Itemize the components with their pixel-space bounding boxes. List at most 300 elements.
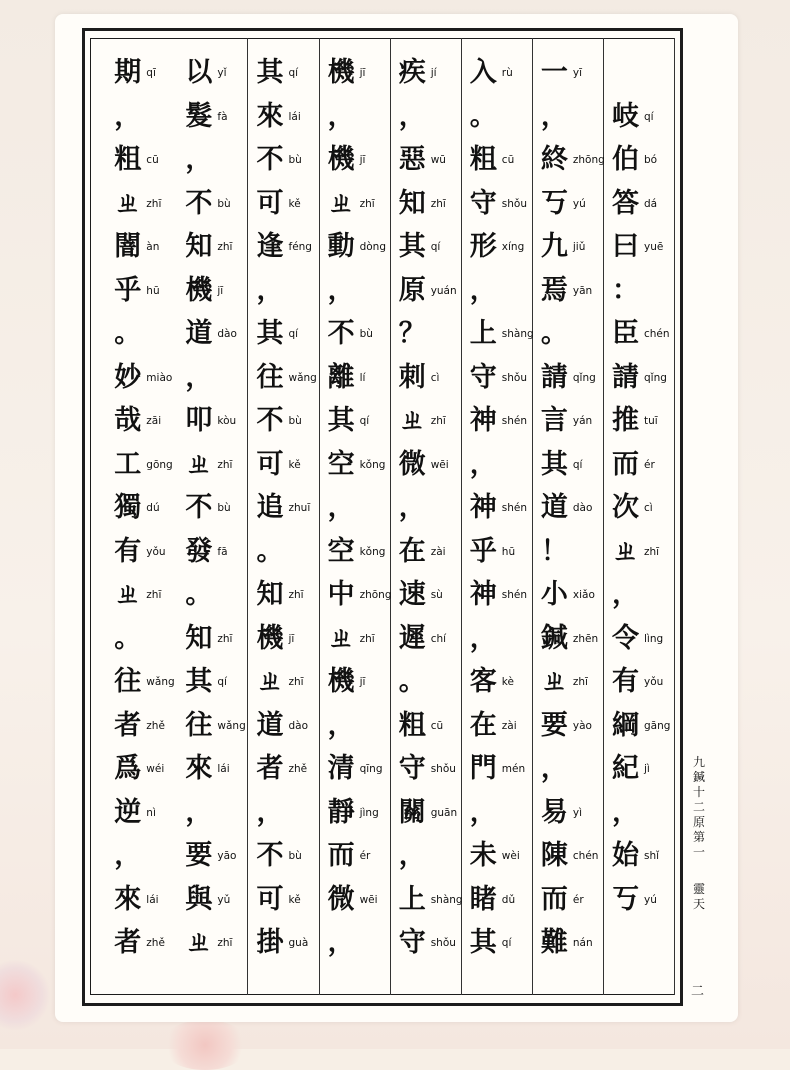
hanzi-char: 其	[327, 405, 355, 436]
hanzi-char: 而	[540, 883, 568, 915]
glyph-cell	[320, 879, 391, 922]
pinyin-label: shǒu	[430, 937, 456, 949]
hanzi-char: 守	[469, 187, 497, 219]
pinyin-label: zāi	[146, 415, 162, 427]
glyph-cell	[177, 879, 248, 922]
hanzi-char: ，	[327, 274, 355, 306]
hanzi-char: 者	[114, 709, 142, 741]
glyph-cell	[533, 139, 604, 182]
glyph-cell	[462, 879, 533, 922]
glyph-cell	[533, 357, 604, 400]
hanzi-char: 其	[398, 231, 426, 262]
pinyin-label: hū	[501, 545, 516, 558]
glyph-cell	[604, 879, 675, 922]
hanzi-char: ，	[327, 100, 355, 132]
hanzi-char: 次	[612, 492, 639, 523]
hanzi-char: 始	[612, 840, 639, 871]
pinyin-label: jiǔ	[572, 241, 586, 253]
glyph-cell	[533, 879, 604, 922]
pinyin-label: zhī	[146, 589, 162, 601]
pinyin-label: lìng	[644, 632, 664, 645]
hanzi-char: 紀	[612, 753, 639, 784]
pinyin-label: bù	[288, 154, 302, 166]
pinyin-label: zài	[430, 545, 446, 558]
pinyin-label: yú	[572, 197, 586, 210]
hanzi-char: ，	[185, 144, 213, 175]
hanzi-char: 中	[327, 579, 355, 610]
glyph-cell	[249, 183, 320, 226]
hanzi-char: 形	[469, 231, 497, 262]
hanzi-char: ，	[327, 492, 355, 523]
glyph-cell	[320, 661, 391, 704]
glyph-cell	[320, 183, 391, 226]
hanzi-char: 有	[612, 666, 639, 697]
pinyin-label: lái	[146, 893, 159, 906]
pinyin-label: qí	[288, 328, 299, 340]
glyph-cell	[249, 879, 320, 922]
glyph-cell	[462, 792, 533, 835]
hanzi-char: 九	[540, 231, 568, 262]
glyph-cell	[391, 879, 462, 922]
glyph-cell	[462, 400, 533, 443]
glyph-cell	[533, 618, 604, 661]
pinyin-label: chén	[572, 850, 599, 862]
glyph-cell	[533, 661, 604, 704]
hanzi-char: 未	[469, 840, 497, 871]
glyph-cell	[462, 748, 533, 791]
hanzi-char: 以	[185, 57, 213, 88]
hanzi-char: 知	[185, 231, 213, 262]
hanzi-char: 刺	[398, 361, 426, 393]
glyph-cell	[462, 96, 533, 139]
hanzi-char: ，	[540, 753, 568, 784]
glyph-cell	[604, 705, 675, 748]
hanzi-char: 終	[540, 144, 568, 175]
glyph-cell	[249, 270, 320, 313]
glyph-cell	[249, 618, 320, 661]
pinyin-label: qí	[288, 67, 299, 79]
pinyin-label: zhēn	[572, 632, 599, 645]
text-column	[533, 38, 604, 995]
hanzi-char: 可	[256, 883, 284, 915]
pinyin-label: guà	[288, 937, 309, 949]
glyph-cell	[391, 400, 462, 443]
glyph-cell	[106, 705, 177, 748]
pinyin-label: yī	[572, 67, 583, 79]
pinyin-label: shàng	[430, 893, 463, 906]
pinyin-label: dá	[644, 197, 658, 210]
hanzi-char: ！	[540, 535, 568, 567]
glyph-cell	[106, 835, 177, 878]
hanzi-char: ㄓ	[612, 535, 639, 567]
hanzi-char: 答	[612, 187, 639, 219]
glyph-cell	[177, 748, 248, 791]
glyph-cell	[604, 270, 675, 313]
hanzi-char: 推	[612, 405, 639, 436]
hanzi-char: 令	[612, 622, 639, 654]
text-column	[106, 38, 177, 995]
hanzi-char: 清	[327, 753, 355, 784]
hanzi-char: 逆	[114, 796, 142, 828]
pinyin-label: sù	[430, 589, 443, 601]
hanzi-char: 知	[185, 622, 213, 654]
pinyin-label: cū	[146, 154, 159, 166]
pinyin-label: chí	[430, 632, 447, 645]
pinyin-label: yǔ	[217, 893, 231, 906]
pinyin-label: cì	[644, 502, 653, 514]
hanzi-char: ，	[398, 840, 426, 871]
glyph-cell	[320, 705, 391, 748]
pinyin-label: kě	[288, 458, 301, 471]
glyph-cell	[249, 444, 320, 487]
pinyin-label: jī	[359, 67, 366, 79]
pinyin-label: fā	[217, 545, 228, 558]
pinyin-label: zhī	[217, 937, 233, 949]
hanzi-char: 道	[185, 318, 213, 349]
glyph-cell	[462, 661, 533, 704]
glyph-cell	[604, 357, 675, 400]
glyph-cell	[177, 96, 248, 139]
hanzi-char: 一	[540, 57, 568, 88]
pinyin-label: nán	[572, 937, 593, 949]
glyph-cell	[391, 835, 462, 878]
pinyin-label: bù	[217, 197, 231, 210]
glyph-cell	[249, 531, 320, 574]
hanzi-char: 疾	[398, 57, 426, 88]
glyph-cell	[320, 792, 391, 835]
pinyin-label: zhī	[146, 197, 162, 210]
pinyin-label: jìng	[359, 806, 379, 819]
hanzi-char: 。	[256, 535, 284, 567]
pinyin-label: zhī	[359, 632, 375, 645]
glyph-cell	[391, 444, 462, 487]
pinyin-label: qīng	[359, 763, 383, 775]
pinyin-label: jī	[359, 154, 366, 166]
hanzi-char: 可	[256, 448, 284, 480]
hanzi-char: 不	[256, 144, 284, 175]
pinyin-label: lái	[217, 763, 230, 775]
hanzi-char: ㄓ	[114, 579, 142, 610]
hanzi-char: 客	[469, 666, 497, 697]
glyph-cell	[604, 400, 675, 443]
glyph-cell	[462, 531, 533, 574]
hanzi-char: 。	[114, 318, 142, 349]
hanzi-char: 乎	[469, 535, 497, 567]
glyph-cell	[249, 313, 320, 356]
glyph-cell	[604, 226, 675, 269]
glyph-cell	[249, 792, 320, 835]
pinyin-label: mén	[501, 763, 526, 775]
pinyin-label: hū	[146, 284, 160, 297]
pinyin-label: wǎng	[288, 371, 317, 384]
glyph-cell	[177, 574, 248, 617]
pinyin-label: gāng	[644, 719, 671, 732]
pinyin-label: shén	[501, 415, 528, 427]
glyph-cell	[320, 357, 391, 400]
hanzi-char: ㄓ	[256, 666, 284, 697]
glyph-cell	[391, 313, 462, 356]
text-column	[462, 38, 533, 995]
hanzi-char: 陳	[540, 840, 568, 871]
section-name	[690, 882, 708, 912]
glyph-cell	[249, 661, 320, 704]
glyph-cell	[249, 574, 320, 617]
hanzi-char: ，	[469, 622, 497, 654]
hanzi-char: ：	[612, 274, 639, 306]
glyph-cell	[320, 922, 391, 965]
pinyin-label: jī	[288, 632, 295, 645]
hanzi-char: 守	[398, 927, 426, 958]
hanzi-char: 上	[398, 883, 426, 915]
hanzi-char: ㄓ	[185, 448, 213, 480]
title-char: 九	[692, 755, 705, 769]
pinyin-label: shǒu	[430, 763, 456, 775]
glyph-cell	[249, 52, 320, 95]
hanzi-char: 往	[256, 361, 284, 393]
hanzi-char: 其	[256, 57, 284, 88]
glyph-cell	[320, 226, 391, 269]
pinyin-label: kě	[288, 197, 301, 210]
glyph-cell	[604, 835, 675, 878]
pinyin-label: qī	[146, 67, 156, 79]
pinyin-label: wèi	[501, 850, 520, 862]
hanzi-char: 靜	[327, 796, 355, 828]
glyph-cell	[106, 139, 177, 182]
pinyin-label: zhuī	[288, 502, 311, 514]
hanzi-char: ，	[612, 579, 639, 610]
glyph-cell	[604, 183, 675, 226]
pinyin-label: tuī	[644, 415, 658, 427]
pinyin-label: zhě	[288, 763, 308, 775]
pinyin-label: zhōng	[359, 589, 392, 601]
hanzi-char: 易	[540, 796, 568, 828]
pinyin-label: qí	[644, 110, 654, 123]
book-title	[690, 755, 708, 860]
pinyin-label: zhī	[217, 632, 233, 645]
hanzi-char: 請	[612, 361, 639, 393]
text-column	[249, 38, 320, 995]
glyph-cell	[106, 879, 177, 922]
hanzi-char: 往	[185, 709, 213, 741]
hanzi-char: ，	[185, 361, 213, 393]
hanzi-char: 髮	[185, 100, 213, 132]
glyph-cell	[249, 835, 320, 878]
glyph-cell	[177, 444, 248, 487]
hanzi-char: ，	[256, 796, 284, 828]
glyph-cell	[391, 618, 462, 661]
glyph-cell	[533, 705, 604, 748]
glyph-cell	[604, 487, 675, 530]
hanzi-char: 空	[327, 448, 355, 480]
glyph-cell	[106, 400, 177, 443]
pinyin-label: zhī	[644, 545, 660, 558]
pinyin-label: dào	[288, 719, 309, 732]
pinyin-label: shén	[501, 589, 528, 601]
glyph-cell	[106, 618, 177, 661]
text-column	[177, 38, 248, 995]
glyph-cell	[320, 400, 391, 443]
glyph-cell	[391, 705, 462, 748]
glyph-cell	[391, 661, 462, 704]
glyph-cell	[462, 618, 533, 661]
hanzi-char: 來	[114, 883, 142, 915]
glyph-cell	[391, 139, 462, 182]
pinyin-label: qí	[501, 937, 512, 949]
glyph-cell	[320, 139, 391, 182]
hanzi-char: 者	[114, 927, 142, 958]
pinyin-label: lí	[359, 371, 366, 384]
glyph-cell	[533, 226, 604, 269]
hanzi-char: 機	[327, 666, 355, 697]
title-char: 二	[692, 800, 705, 814]
pinyin-label: féng	[288, 241, 312, 253]
glyph-cell	[249, 400, 320, 443]
pinyin-label: wēi	[359, 893, 378, 906]
glyph-cell	[604, 444, 675, 487]
hanzi-char: 空	[327, 535, 355, 567]
glyph-cell	[320, 618, 391, 661]
hanzi-char: 焉	[540, 274, 568, 306]
title-char: 第	[692, 830, 705, 844]
hanzi-char: ，	[327, 927, 355, 958]
pinyin-label: bù	[288, 850, 302, 862]
hanzi-char: ，	[469, 796, 497, 828]
hanzi-char: ㄓ	[327, 187, 355, 219]
glyph-cell	[391, 531, 462, 574]
glyph-cell	[106, 792, 177, 835]
glyph-cell	[462, 313, 533, 356]
pinyin-label: jí	[430, 67, 437, 79]
pinyin-label: yuē	[644, 241, 664, 253]
hanzi-char: 不	[327, 318, 355, 349]
pinyin-label: shén	[501, 502, 528, 514]
pinyin-label: fà	[217, 110, 228, 123]
glyph-cell	[462, 922, 533, 965]
glyph-cell	[106, 357, 177, 400]
hanzi-char: 逢	[256, 231, 284, 262]
hanzi-char: 。	[540, 318, 568, 349]
pinyin-label: zhī	[217, 241, 233, 253]
pinyin-label: dòng	[359, 241, 387, 253]
hanzi-char: 。	[398, 666, 426, 697]
title-char: 鍼	[692, 770, 705, 784]
glyph-cell	[462, 52, 533, 95]
glyph-cell	[177, 922, 248, 965]
text-column	[604, 38, 675, 995]
hanzi-char: 速	[398, 579, 426, 610]
pinyin-label: àn	[146, 241, 160, 253]
hanzi-char: ㄓ	[185, 927, 213, 958]
hanzi-char: ？	[398, 318, 426, 349]
glyph-cell	[391, 792, 462, 835]
glyph-cell	[391, 574, 462, 617]
hanzi-char: 知	[256, 579, 284, 610]
glyph-cell	[462, 357, 533, 400]
pinyin-label: qí	[430, 241, 441, 253]
hanzi-char: 。	[185, 579, 213, 610]
hanzi-char: 而	[327, 840, 355, 871]
hanzi-char: 微	[398, 448, 426, 480]
glyph-cell	[462, 270, 533, 313]
hanzi-char: 來	[185, 753, 213, 784]
pinyin-label: xíng	[501, 241, 525, 253]
pinyin-label: bù	[288, 415, 302, 427]
pinyin-label: yuán	[430, 284, 457, 297]
hanzi-char: 爲	[114, 753, 142, 784]
glyph-cell	[533, 444, 604, 487]
pinyin-label: yǒu	[146, 545, 166, 558]
hanzi-char: 丂	[540, 187, 568, 219]
pinyin-label: zài	[501, 719, 517, 732]
pinyin-label: wǎng	[146, 676, 175, 688]
hanzi-char: ㄓ	[114, 187, 142, 219]
hanzi-char: 惡	[398, 144, 426, 175]
hanzi-char: 其	[185, 666, 213, 697]
hanzi-char: ㄓ	[327, 622, 355, 654]
hanzi-char: ，	[398, 492, 426, 523]
glyph-cell	[106, 531, 177, 574]
pinyin-label: jī	[359, 676, 366, 688]
hanzi-char: 伯	[612, 144, 639, 175]
hanzi-char: 粗	[469, 144, 497, 175]
pinyin-label: shǒu	[501, 371, 528, 384]
pinyin-label: cū	[430, 719, 444, 732]
hanzi-char: 言	[540, 405, 568, 436]
pinyin-label: miào	[146, 371, 173, 384]
hanzi-char: 知	[398, 187, 426, 219]
hanzi-char: ，	[469, 448, 497, 480]
pinyin-label: bù	[359, 328, 373, 340]
hanzi-char: 道	[256, 709, 284, 741]
glyph-cell	[249, 226, 320, 269]
glyph-cell	[604, 574, 675, 617]
pinyin-label: dú	[146, 502, 160, 514]
hanzi-char: 神	[469, 492, 497, 523]
hanzi-char: 岐	[612, 100, 639, 132]
hanzi-char: 機	[185, 274, 213, 306]
glyph-cell	[106, 52, 177, 95]
pinyin-label: zhōng	[572, 154, 605, 166]
hanzi-char: ，	[398, 100, 426, 132]
hanzi-char: 叩	[185, 405, 213, 436]
glyph-cell	[604, 313, 675, 356]
pinyin-label: qí	[572, 458, 583, 471]
pinyin-label: wéi	[146, 763, 165, 775]
glyph-cell	[106, 487, 177, 530]
pinyin-label: cì	[430, 371, 440, 384]
glyph-cell	[533, 574, 604, 617]
hanzi-char: 要	[185, 840, 213, 871]
hanzi-char: 神	[469, 405, 497, 436]
glyph-cell	[177, 792, 248, 835]
glyph-cell	[391, 357, 462, 400]
glyph-cell	[604, 618, 675, 661]
glyph-cell	[106, 313, 177, 356]
glyph-cell	[249, 705, 320, 748]
hanzi-char: 其	[540, 448, 568, 480]
glyph-cell	[462, 835, 533, 878]
glyph-cell	[320, 487, 391, 530]
glyph-cell	[533, 313, 604, 356]
glyph-cell	[604, 661, 675, 704]
glyph-cell	[177, 531, 248, 574]
glyph-cell	[533, 835, 604, 878]
pinyin-label: shǐ	[644, 850, 660, 862]
glyph-cell	[106, 748, 177, 791]
hanzi-char: 其	[256, 318, 284, 349]
hanzi-char: 原	[398, 274, 426, 306]
pinyin-label: zhī	[430, 415, 446, 427]
